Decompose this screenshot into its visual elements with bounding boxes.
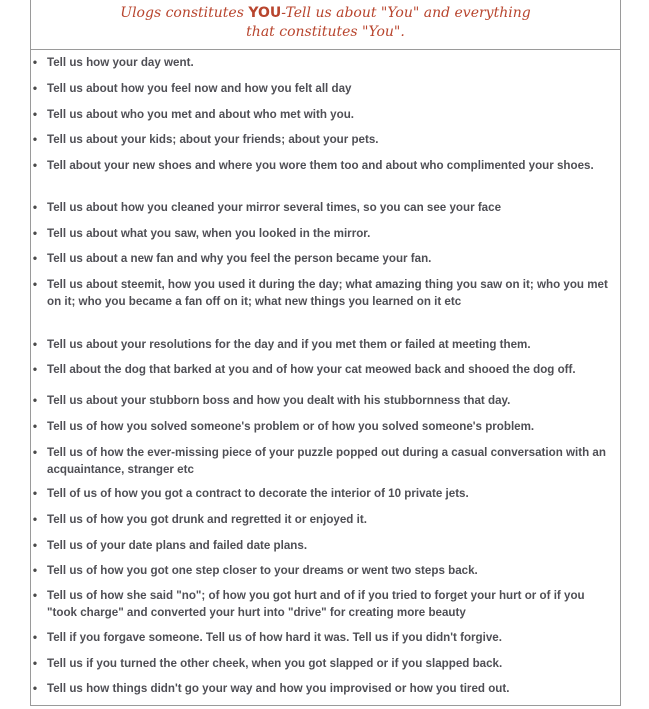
list-item bbox=[32, 418, 617, 435]
list-item bbox=[32, 250, 617, 267]
list-item bbox=[32, 537, 617, 554]
bullet-icon: • bbox=[32, 251, 38, 265]
document-header bbox=[31, 0, 620, 50]
bullet-icon: • bbox=[32, 538, 38, 552]
list-item bbox=[32, 276, 617, 310]
list-item bbox=[32, 629, 617, 646]
bullet-icon: • bbox=[32, 512, 38, 526]
list-item-text: Tell us about who you met and about who met with you. bbox=[47, 108, 355, 121]
list-item-text: Tell us how your day went. bbox=[47, 56, 194, 69]
list-item bbox=[32, 587, 617, 621]
list-item bbox=[32, 680, 617, 697]
header-line-2: that constitutes "You". bbox=[246, 24, 405, 40]
header-prefix: Ulogs constitutes bbox=[120, 5, 249, 21]
list-item bbox=[32, 80, 617, 97]
bullet-icon: • bbox=[32, 277, 38, 291]
list-item-text: Tell us of how you got drunk and regretted it or enjoyed it. bbox=[47, 513, 367, 526]
list-item-text: Tell of us of how you got a contract to decorate the interior of 10 private jets. bbox=[47, 487, 469, 500]
bullet-icon: • bbox=[32, 81, 38, 95]
list-item-text: Tell us if you turned the other cheek, when you got slapped or if you slapped back. bbox=[47, 657, 503, 670]
list-item-text: Tell us of how she said "no"; of how you got hurt and of if you tried to forget your hurt or of if you "took charge" and converted your hurt into "drive" for creating more beauty bbox=[47, 589, 585, 619]
list-item-text: Tell about your new shoes and where you wore them too and about who complimented your shoes. bbox=[47, 159, 594, 172]
bullet-icon: • bbox=[32, 158, 38, 172]
list-item bbox=[32, 562, 617, 579]
bullet-icon: • bbox=[32, 486, 38, 500]
list-item bbox=[32, 199, 617, 216]
bullet-icon: • bbox=[32, 337, 38, 351]
bullet-icon: • bbox=[32, 107, 38, 121]
list-item-text: Tell us about your kids; about your friends; about your pets. bbox=[47, 133, 379, 146]
list-item bbox=[32, 444, 617, 478]
header-suffix: -Tell us about "You" and everything bbox=[281, 5, 531, 21]
list-item bbox=[32, 106, 617, 123]
list-item bbox=[32, 511, 617, 528]
list-item-text: Tell if you forgave someone. Tell us of how hard it was. Tell us if you didn't forgive. bbox=[47, 631, 502, 644]
list-item-text: Tell us about how you feel now and how you felt all day bbox=[47, 82, 352, 95]
list-item-text: Tell us about how you cleaned your mirror several times, so you can see your face bbox=[47, 201, 502, 214]
list-item-text: Tell us about a new fan and why you feel the person became your fan. bbox=[47, 252, 432, 265]
bullet-icon: • bbox=[32, 656, 38, 670]
list-item bbox=[32, 131, 617, 148]
bullet-icon: • bbox=[32, 419, 38, 433]
list-item-text: Tell us how things didn't go your way and how you improvised or how you tired out. bbox=[47, 682, 510, 695]
list-item-text: Tell us of how the ever-missing piece of your puzzle popped out during a casual conversation with an acquaintance, stranger etc bbox=[47, 446, 606, 476]
bullet-icon: • bbox=[32, 681, 38, 695]
list-item-text: Tell us about what you saw, when you looked in the mirror. bbox=[47, 227, 371, 240]
list-item-text: Tell us about your stubborn boss and how you dealt with his stubbornness that day. bbox=[47, 394, 511, 407]
list-item-text: Tell us of your date plans and failed date plans. bbox=[47, 539, 308, 552]
bullet-icon: • bbox=[32, 393, 38, 407]
list-item-text: Tell us of how you solved someone's problem or of how you solved someone's problem. bbox=[47, 420, 535, 433]
header-you: YOU bbox=[248, 5, 282, 21]
list-item bbox=[32, 225, 617, 242]
list-item bbox=[32, 336, 617, 353]
list-item-text: Tell us of how you got one step closer to your dreams or went two steps back. bbox=[47, 564, 478, 577]
bullet-icon: • bbox=[32, 630, 38, 644]
list-item bbox=[32, 157, 617, 174]
bullet-icon: • bbox=[32, 55, 38, 69]
bullet-icon: • bbox=[32, 200, 38, 214]
list-item-text: Tell about the dog that barked at you and of how your cat meowed back and shooed the dog off. bbox=[47, 363, 576, 376]
bullet-icon: • bbox=[32, 588, 38, 602]
list-item bbox=[32, 54, 617, 71]
list-item bbox=[32, 655, 617, 672]
bullet-icon: • bbox=[32, 132, 38, 146]
list-item-text: Tell us about your resolutions for the day and if you met them or failed at meeting them. bbox=[47, 338, 531, 351]
bullet-icon: • bbox=[32, 563, 38, 577]
list-item-text: Tell us about steemit, how you used it during the day; what amazing thing you saw on it; who you met on it; who you became a fan off on it; what new things you learned on it etc bbox=[47, 278, 608, 308]
bullet-icon: • bbox=[32, 362, 38, 376]
list-item bbox=[32, 485, 617, 502]
header-line-1 bbox=[31, 4, 620, 23]
list-item bbox=[32, 392, 617, 409]
list-item bbox=[32, 361, 617, 378]
bullet-icon: • bbox=[32, 445, 38, 459]
bullet-icon: • bbox=[32, 226, 38, 240]
